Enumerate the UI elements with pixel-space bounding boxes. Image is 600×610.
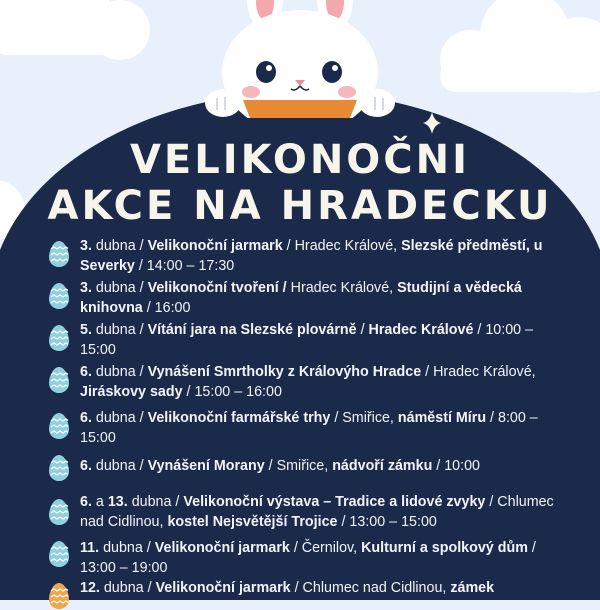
event-text [80, 236, 568, 276]
event-text-regular: dubna / [91, 458, 148, 474]
event-text-bold: Slezské předměstí, u Severky [80, 238, 543, 274]
event-text-regular: / 15:00 – 16:00 [182, 384, 282, 400]
event-text-regular: / 8:00 – 15:00 [80, 410, 538, 446]
event-text-bold: 5. [80, 322, 92, 338]
event-text-regular: / [356, 322, 369, 338]
easter-egg-icon [48, 324, 70, 352]
event-text-bold: náměstí Míru [397, 410, 487, 426]
easter-egg-icon [48, 282, 70, 310]
event-text-bold: Velikonoční tvoření / [147, 280, 287, 296]
event-text-bold: Velikonoční jarmark [155, 580, 291, 596]
event-text-bold: 13. [107, 494, 128, 510]
event-text-regular: / 13:00 – 15:00 [337, 514, 437, 530]
event-text-bold: Vítání jara na Slezské plovárně [147, 322, 357, 338]
event-text [80, 320, 568, 360]
event-text-bold: 6. [80, 364, 92, 380]
event-text-regular: a [91, 494, 108, 510]
event-text-bold: Hradec Králové [368, 322, 474, 338]
event-text-bold: nádvoří zámku [332, 458, 433, 474]
title-line-1: VELIKONOČNI [129, 137, 471, 183]
event-text-regular: / Hradec Králové, [282, 238, 402, 254]
event-text-regular: / Chlumec nad Cidlinou, [290, 580, 451, 596]
event-text-bold: 3. [80, 238, 92, 254]
event-text-regular: dubna / [99, 540, 155, 556]
event-text-regular: / 10:00 – 15:00 [80, 322, 534, 358]
event-text-bold: kostel Nejsvětější Trojice [167, 514, 338, 530]
event-text-bold: Jiráskovy sady [80, 384, 183, 400]
event-text-regular: dubna / [91, 280, 148, 296]
event-text-bold: 12. [80, 580, 100, 596]
event-text-bold: zámek [450, 580, 495, 596]
event-text-regular: dubna / [91, 238, 148, 254]
event-text-regular: dubna / [127, 494, 184, 510]
easter-egg-icon [48, 366, 70, 394]
event-text-regular: / Chlumec nad Cidlinou, [80, 494, 554, 530]
easter-egg-icon [48, 498, 70, 526]
easter-egg-icon [48, 540, 70, 568]
event-text [80, 538, 568, 578]
event-text-bold: 6. [80, 458, 92, 474]
easter-egg-icon [48, 412, 70, 440]
event-text-bold: Studijní a vědecká knihovna [80, 280, 522, 316]
event-text-regular: dubna / [91, 322, 148, 338]
bunny-icon [195, 0, 405, 118]
event-text [80, 578, 568, 598]
event-text-bold: Vynášení Smrtholky z Královýho Hradce [147, 364, 422, 380]
title-line-2: AKCE NA HRADECKU [47, 183, 553, 229]
event-text-regular: / Smiřice, [264, 458, 333, 474]
event-text-regular: dubna / [99, 580, 156, 596]
event-text [80, 278, 568, 318]
event-text-bold: Kulturní a spolkový dům [361, 540, 528, 556]
event-text-bold: 11. [80, 540, 100, 556]
event-text-regular: / 14:00 – 17:30 [134, 258, 235, 274]
event-text-regular: / 10:00 [432, 458, 481, 474]
event-text-bold: Velikonoční výstava – Tradice a lidové zvyky [183, 494, 486, 510]
event-text [80, 408, 568, 448]
event-text-regular: dubna / [91, 410, 148, 426]
event-text-bold: Vynášení Morany [147, 458, 265, 474]
event-text-bold: Velikonoční farmářské trhy [147, 410, 331, 426]
event-text [80, 362, 568, 402]
event-text-regular: / Černilov, [289, 540, 362, 556]
event-text-bold: Velikonoční jarmark [147, 238, 283, 254]
easter-egg-icon [48, 582, 70, 610]
event-text-bold: 6. [80, 494, 92, 510]
event-text-regular: Hradec Králové, [286, 280, 398, 296]
event-text-bold: 3. [80, 280, 92, 296]
event-text-regular: / Smiřice, [330, 410, 398, 426]
event-text [80, 492, 568, 532]
event-text-bold: Velikonoční jarmark [154, 540, 290, 556]
easter-egg-icon [48, 240, 70, 268]
easter-egg-icon [48, 454, 70, 482]
event-text [80, 456, 568, 476]
event-text-regular: / 16:00 [142, 300, 191, 316]
event-text-bold: 6. [80, 410, 92, 426]
event-text-regular: dubna / [91, 364, 148, 380]
event-text-regular: / Hradec Králové, [421, 364, 536, 380]
event-text-regular: / 13:00 – 19:00 [80, 540, 536, 576]
